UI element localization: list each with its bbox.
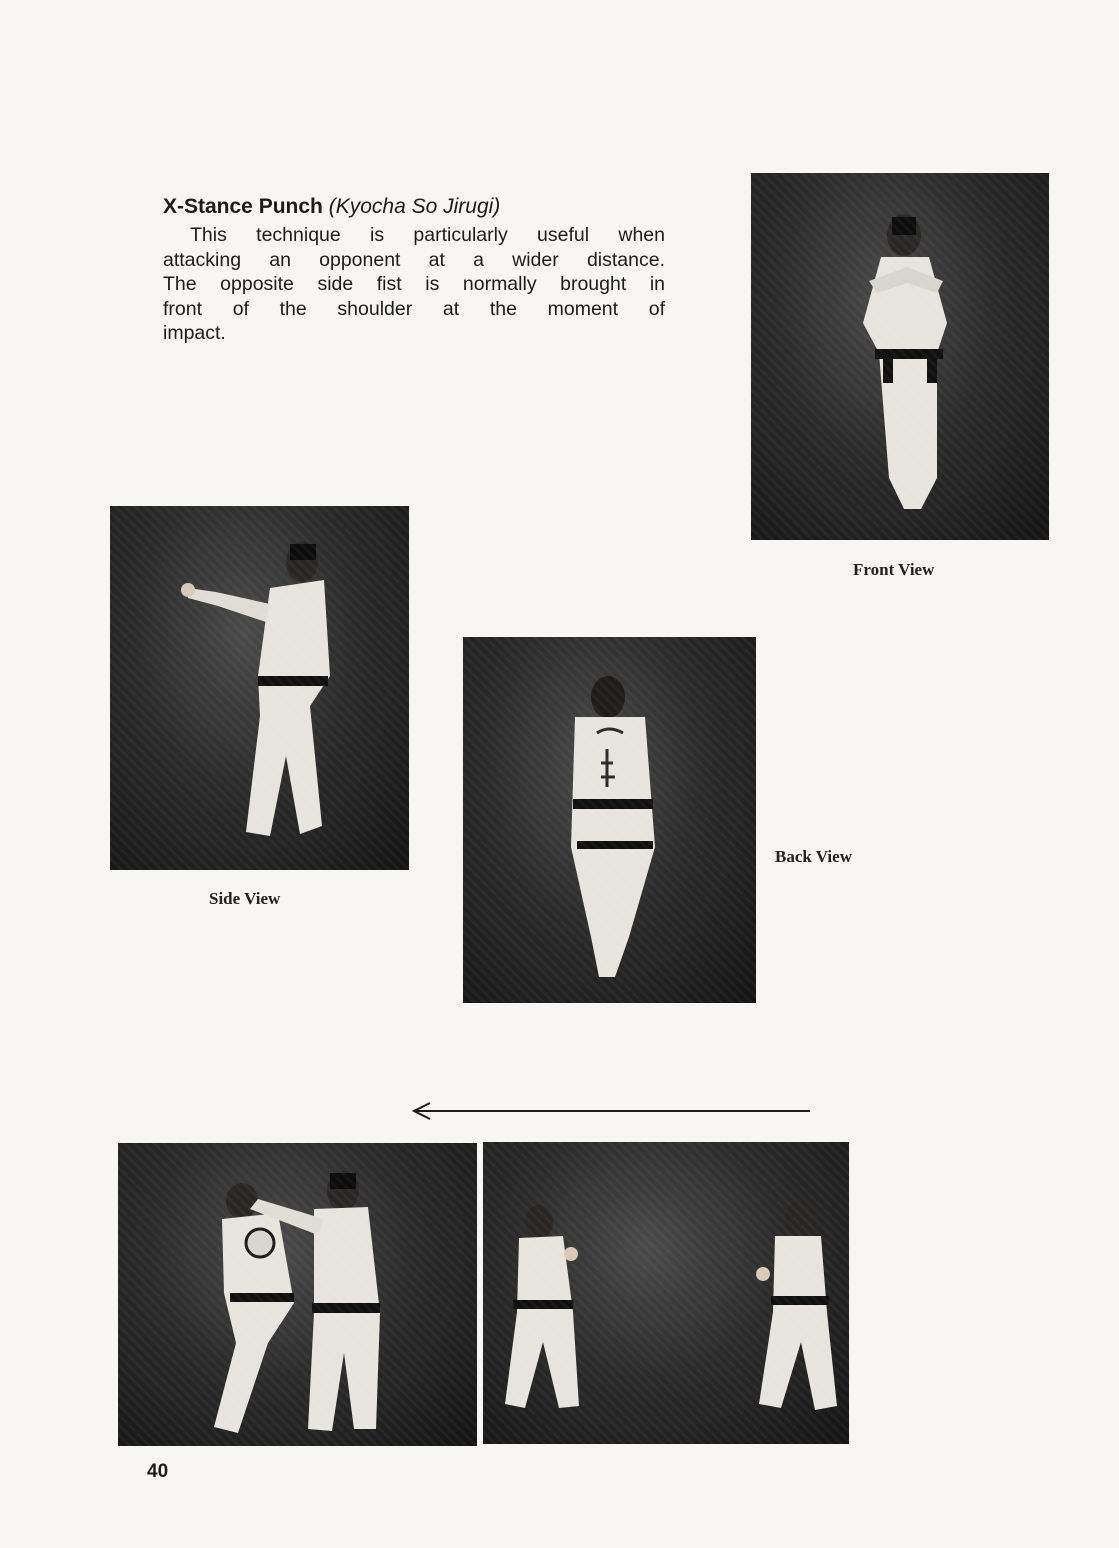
front-view-figure [751, 173, 1049, 540]
description-line: impact. [163, 322, 226, 344]
description-line: attacking an opponent at a wider distance. [163, 248, 665, 271]
page-number: 40 [147, 1461, 169, 1482]
sequence-photo-start [483, 1142, 849, 1444]
technique-title: X-Stance Punch [163, 195, 323, 218]
front-view-photo [751, 173, 1049, 540]
back-view-caption: Back View [775, 847, 852, 866]
side-view-figure [110, 506, 409, 870]
left-arrow-icon [408, 1100, 813, 1122]
side-view-photo [110, 506, 409, 870]
sequence-photo-impact [118, 1143, 477, 1446]
technique-heading [163, 194, 500, 220]
description-line: The opposite side fist is normally brought in [163, 273, 665, 295]
technique-korean-name: (Kyocha So Jirugi) [328, 195, 501, 218]
technique-description [163, 223, 665, 346]
description-line: This technique is particularly useful when [190, 224, 665, 246]
back-view-photo [463, 637, 756, 1003]
back-view-figure [463, 637, 756, 1003]
description-line: front of the shoulder at the moment of [163, 297, 665, 320]
side-view-caption: Side View [209, 889, 281, 908]
sequence-impact-figures [118, 1143, 477, 1446]
sequence-start-figures [483, 1142, 849, 1444]
front-view-caption: Front View [853, 560, 935, 579]
